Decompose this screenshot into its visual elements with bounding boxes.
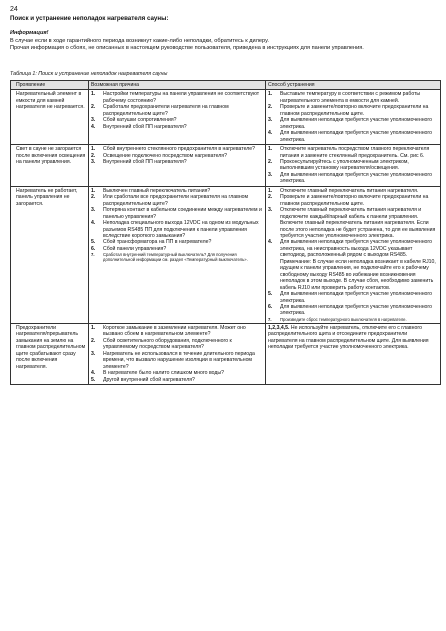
item-number: 2.	[268, 194, 273, 201]
item-number: 6.	[91, 245, 96, 252]
cause-item	[91, 91, 263, 104]
table-caption: Таблица 1: Поиск и устранение неполадок нагревателя сауны	[10, 71, 168, 77]
table-row	[11, 186, 441, 323]
remedy-text: Отключите главный переключатель питания нагревателя и подключите каждый/парный кабель к панели управления. Включите главный переключатель питания нагревателя. Если после этого неполадка не будет устранена, то для ее выявления требуется участие уполномоченного электрика.	[280, 207, 436, 239]
cause-text: Освещение подключено посредством нагревателя?	[103, 152, 227, 159]
remedy-cell	[266, 90, 441, 145]
cause-item	[91, 325, 263, 338]
cause-item	[91, 351, 263, 370]
cause-item	[91, 252, 263, 262]
remedy-text: Для выявления неполадки требуется участие уполномоченного электрика.	[280, 291, 433, 304]
symptom-cell: Предохранители нагревателя/прерыватель замыкания на землю на главном распределительном щите срабатывают сразу после включения нагревателя.	[11, 323, 89, 384]
table-row	[11, 323, 441, 384]
remedy-item	[268, 117, 438, 130]
cause-text: Сбой осветительного оборудования, подключенного к управляемому посредством нагревателя?	[103, 337, 232, 351]
header-cause: Возможная причина	[89, 81, 266, 90]
remedy-cell	[266, 145, 441, 187]
remedy-lead-numbers: 1,2,3,4,5.	[268, 324, 290, 331]
remedy-text: Для выявления неполадки требуется участие уполномоченного электрика.	[280, 303, 433, 317]
cause-text: Сбой внутреннего стеклянного предохранителя в нагревателе?	[103, 146, 255, 153]
cause-text: Потеряна контакт в кабельном соединении между нагревателем и панелью управления?	[103, 207, 262, 220]
remedy-text: Не используйте нагреватель, отключите его с главного распределительного щита и отсоедините предохранители нагревателя на главном распределительном щите. Для выявления неполадки требуется участие уполномоченного электрика.	[268, 324, 429, 351]
item-number: 5.	[91, 239, 96, 246]
cause-text: Внутренний сбой ПП нагревателя?	[103, 158, 187, 165]
item-number: 7.	[268, 316, 272, 322]
troubleshooting-table	[10, 80, 441, 385]
remedy-item	[268, 304, 438, 317]
item-number: 1.	[91, 146, 96, 153]
remedy-text: Отключите главный переключатель питания нагревателя.	[280, 187, 419, 194]
item-number: 3.	[268, 207, 273, 214]
item-number: 2.	[91, 104, 96, 111]
symptom-cell: Нагреватель не работает, панель управления не загорается.	[11, 186, 89, 323]
item-number: 3.	[91, 158, 96, 165]
cause-text: Нагреватель не использовался в течение длительного периода времени, что вызвало нарушение изоляции в нагревательном элементе?	[103, 350, 255, 370]
item-number: 2.	[91, 337, 96, 344]
item-number: 5.	[91, 376, 96, 383]
cause-text: Неполадка специального выхода 12VDC на одном из модульных разъемов RS485 ПП для подключения к панели управления вследствие короткого замыкания?	[103, 220, 259, 239]
cause-text: В нагревателе было налито слишком много воды?	[103, 370, 224, 377]
item-number: 7.	[91, 252, 95, 258]
item-number: 3.	[91, 350, 96, 357]
remedy-text: Проверьте и замените/повторно включите предохранители на главном распределительном щите.	[280, 194, 429, 207]
remedy-cell	[266, 186, 441, 323]
item-number: 4.	[91, 370, 96, 377]
remedy-text: Для выявления неполадки требуется участие уполномоченного электрика, на неисправность выхода 12VDC указывает светодиод, расположенный рядом с выходом RS485. Примечание: В случае если неполадка возникает в кабеле RJ10, идущем к панели управления, не подключайте его к рабочему свободному выходу RS485 во избежание возникновения неполадок в этом выходе. В случае сбоя, необходимо заменить кабель RJ10 или проверить работу контактов.	[280, 239, 436, 291]
item-number: 1.	[91, 324, 96, 331]
item-number: 4.	[268, 239, 273, 246]
remedy-text: Для выявления неполадки требуется участие уполномоченного электрика.	[280, 171, 433, 185]
remedy-text: Произведите сброс температурного выключателя в нагревателе.	[280, 316, 407, 322]
cause-item	[91, 220, 263, 239]
item-number: 1.	[268, 146, 273, 153]
item-number: 2.	[268, 104, 273, 111]
cause-text: Короткое замыкание в заземлении нагревателя. Может оно вызвано сбоем в нагревательном элементе?	[103, 324, 246, 338]
item-number: 3.	[268, 171, 273, 178]
remedy-text: Для выявления неполадки требуется участие уполномоченного электрика.	[280, 117, 433, 130]
cause-text: Сбой трансформатора на ПП в нагревателе?	[103, 239, 212, 246]
item-number: 3.	[91, 117, 96, 124]
section-title: Поиск и устранение неполадок нагревателя сауны:	[10, 15, 169, 22]
cause-cell	[89, 186, 266, 323]
table-row	[11, 90, 441, 145]
cause-cell	[89, 90, 266, 145]
cause-text: Внутренний сбой ПП нагревателя?	[103, 123, 187, 130]
cause-text: Настройки температуры на панели управления не соответствуют рабочему состоянию?	[103, 91, 260, 104]
cause-text: Сбой катушки сопротивления?	[103, 117, 177, 124]
item-number: 1.	[268, 91, 273, 98]
item-number: 4.	[91, 220, 96, 227]
item-number: 1.	[268, 187, 273, 194]
item-number: 3.	[91, 207, 96, 214]
header-symptom: Проявление	[11, 81, 89, 90]
item-number: 2.	[268, 158, 273, 165]
cause-item	[91, 207, 263, 220]
cause-text: Сбой панели управления?	[103, 245, 167, 252]
cause-item	[91, 104, 263, 117]
symptom-cell: Свет в сауне не загорается после включения освещения на панели управления.	[11, 145, 89, 187]
cause-text: Сработал внутренний температурный выключатель? Для получения дополнительной информации см. раздел «Температурный выключатель».	[103, 252, 248, 263]
remedy-item	[268, 207, 438, 239]
item-number: 6.	[268, 303, 273, 310]
info-heading: Информация!	[10, 30, 49, 36]
remedy-paragraph	[268, 325, 438, 351]
remedy-item	[268, 130, 438, 143]
item-number: 1.	[91, 187, 96, 194]
cause-text: Другой внутренний сбой нагревателя?	[103, 376, 195, 383]
info-text-2: Прочая информация о сбоях, не описанных в настоящем руководстве пользователя, приведена в инструкциях для панели управления.	[10, 45, 364, 51]
remedy-text: Для выявления неполадки требуется участие уполномоченного электрика.	[280, 130, 433, 143]
remedy-item	[268, 317, 438, 322]
item-number: 4.	[268, 130, 273, 137]
item-number: 5.	[268, 291, 273, 298]
symptom-cell: Нагревательный элемент в емкости для камней нагревателя не нагревается.	[11, 90, 89, 145]
remedy-text: Выставьте температуру в соответствии с режимом работы нагревательного элемента в емкости для камней.	[280, 91, 421, 104]
remedy-cell	[266, 323, 441, 384]
remedy-item	[268, 291, 438, 304]
remedy-item	[268, 159, 438, 172]
cause-text: Или сработали все предохранители нагревателя на главном распределительном щите?	[103, 194, 249, 207]
remedy-item	[268, 146, 438, 159]
page-number: 24	[10, 6, 18, 13]
item-number: 4.	[91, 123, 96, 130]
remedy-text: Проконсультируйтесь с уполномоченным электриком, выполнявшим установку нагревателя/освещения.	[280, 158, 409, 172]
remedy-item	[268, 194, 438, 207]
remedy-item	[268, 104, 438, 117]
cause-cell	[89, 145, 266, 187]
cause-text: Сработали предохранители нагревателя на главном распределительном щите?	[103, 104, 229, 117]
remedy-text: Отключите нагреватель посредством главного переключателя питания и замените стеклянный предохранитель. См. рис 6.	[280, 146, 430, 159]
header-remedy: Способ устранения	[266, 81, 441, 90]
remedy-item	[268, 239, 438, 291]
table-header-row	[11, 81, 441, 90]
cause-item	[91, 124, 263, 130]
cause-item	[91, 377, 263, 383]
item-number: 1.	[91, 91, 96, 98]
remedy-item	[268, 91, 438, 104]
cause-item	[91, 159, 263, 165]
cause-cell	[89, 323, 266, 384]
item-number: 3.	[268, 117, 273, 124]
info-text-1: В случае если в ходе гарантийного периода возникнут какие-либо неполадки, обратитесь к дилеру.	[10, 38, 269, 44]
cause-text: Выключен главный переключатель питания?	[103, 187, 211, 194]
cause-item	[91, 338, 263, 351]
table-row	[11, 145, 441, 187]
item-number: 2.	[91, 194, 96, 201]
remedy-item	[268, 172, 438, 185]
remedy-text: Проверьте и замените/повторно включите предохранители на главном распределительном щите.	[280, 104, 429, 117]
cause-item	[91, 194, 263, 207]
item-number: 2.	[91, 152, 96, 159]
